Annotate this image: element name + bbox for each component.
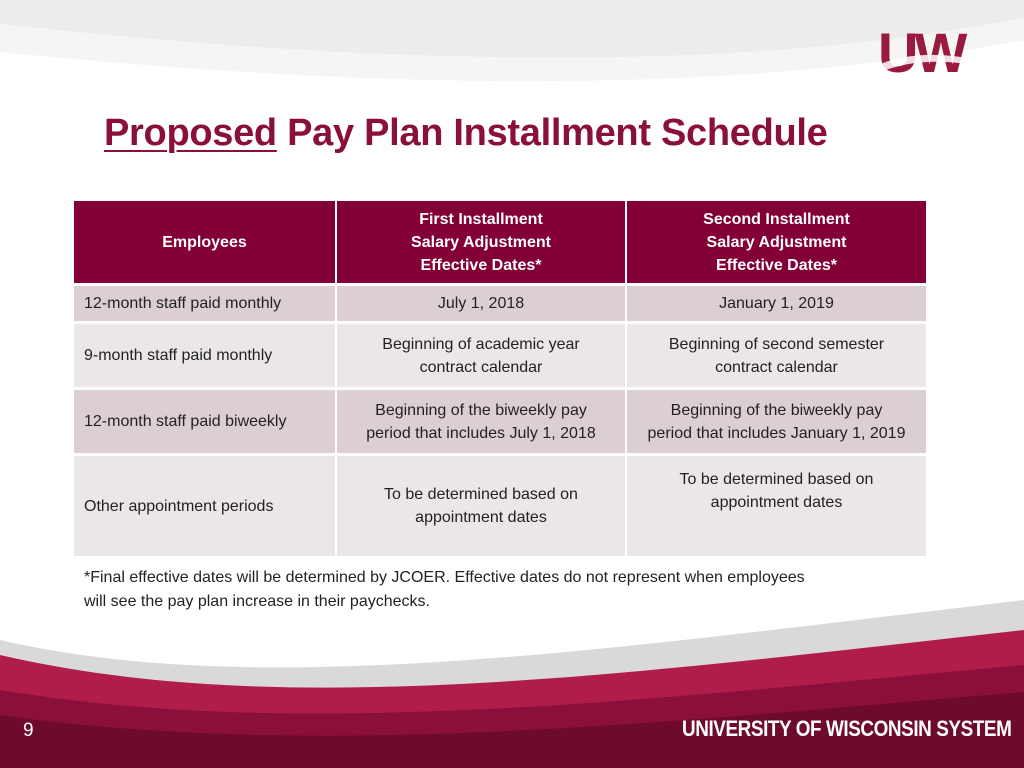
header-first-installment [336,201,626,285]
header-first-line3: Effective Dates* [420,256,542,274]
first-line2: appointment dates [415,509,547,526]
header-second-line3: Effective Dates* [716,256,837,274]
uw-logo [876,22,986,80]
table-row [74,389,926,455]
first-installment-cell [336,285,626,323]
employees-cell: Other appointment periods [74,455,336,557]
employees-cell: 9-month staff paid monthly [74,323,336,389]
header-second-installment [626,201,926,285]
first-line1: Beginning of academic year [382,335,580,353]
header-first-line1: First Installment [419,210,543,228]
installment-schedule-table [74,201,926,556]
first-installment-cell [336,455,626,557]
title-accent: Proposed [104,112,277,154]
page-title [104,112,828,155]
second-installment-cell [626,389,926,455]
table-header-row [74,201,926,285]
svg-text:UW: UW [878,22,964,80]
second-line2: contract calendar [715,358,838,376]
title-rest: Pay Plan Installment Schedule [276,112,828,154]
first-installment-cell [336,323,626,389]
first-line1: Beginning of the biweekly pay [375,401,587,419]
slide-number: 9 [23,720,34,741]
header-second-line2: Salary Adjustment [706,233,847,251]
footnote-line1: *Final effective dates will be determined by JCOER. Effective dates do not represent when employees [84,569,805,586]
second-line2: period that includes January 1, 2019 [647,424,906,442]
employees-cell: 12-month staff paid biweekly [74,389,336,455]
second-line1: January 1, 2019 [719,295,834,312]
employees-cell: 12-month staff paid monthly [74,285,336,323]
table-row [74,455,926,557]
second-installment-cell [626,285,926,323]
header-employees [74,201,336,285]
table-row [74,323,926,389]
brand-wordmark: UNIVERSITY OF WISCONSIN SYSTEM [682,716,1012,741]
footnote-line2: will see the pay plan increase in their paychecks. [84,593,430,610]
first-installment-cell [336,389,626,455]
second-line1: To be determined based on [679,471,874,488]
second-installment-cell [626,323,926,389]
first-line2: contract calendar [419,358,543,376]
table-row [74,285,926,323]
header-first-line2: Salary Adjustment [411,233,551,251]
first-line2: period that includes July 1, 2018 [366,424,596,442]
second-installment-cell [626,455,926,557]
second-line2: appointment dates [710,494,843,511]
first-line1: July 1, 2018 [437,295,525,312]
second-line1: Beginning of the biweekly pay [670,401,883,419]
header-second-line1: Second Installment [703,210,850,228]
footnote [84,566,924,614]
first-line1: To be determined based on [384,486,578,503]
second-line1: Beginning of second semester [668,335,885,353]
header-employees-label: Employees [162,233,247,251]
